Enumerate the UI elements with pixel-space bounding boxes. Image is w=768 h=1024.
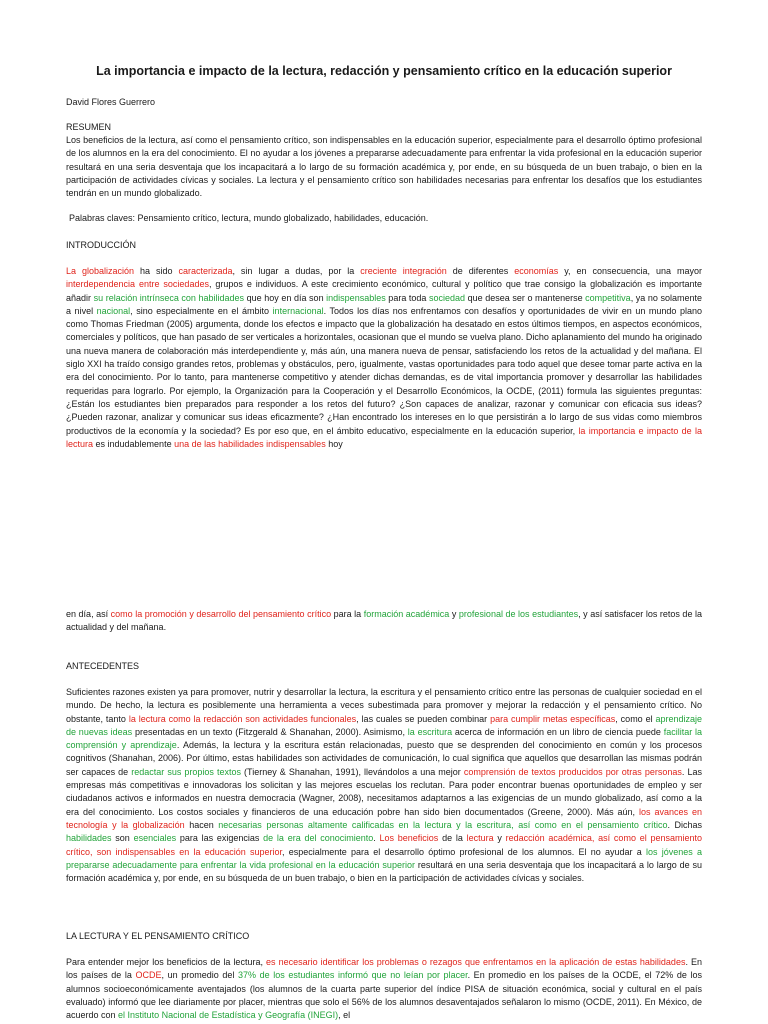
body-text: , como el — [615, 713, 656, 724]
highlight-red: La globalización — [66, 266, 135, 276]
body-text: para toda — [385, 292, 430, 303]
body-text: , especialmente para el desarrollo óptimo profesional de los alumnos. El no ayudar a — [282, 846, 646, 857]
highlight-red: es necesario identificar los problemas o rezagos que enfrentamos en la aplicación de estas habilidades — [266, 957, 686, 967]
highlight-red: como la promoción y desarrollo del pensamiento crítico — [110, 609, 332, 619]
resumen-paragraph: Los beneficios de la lectura, así como el pensamiento crítico, son indispensables en la educación superior, especialmente para el desarrollo óptimo profesional de los alumnos en la era del conocimiento. El no ayudar a los jóvenes a prepararse adecuadamente para enfrentar la vida profesional en la educación superior resultará en una seria desventaja que los incapacitará a lo largo de su formación académica y, por ende, en su búsqueda de un buen trabajo, o bien en la participación de actividades cívicas y sociales. La lectura y el pensamiento crítico son habilidades necesarias para enfrentar los desafíos que los estudiantes tendrán en un mundo globalizado. — [66, 135, 702, 199]
highlight-green: necesarias personas altamente calificadas en la lectura y la escritura, así como en el pensamiento crítico — [218, 819, 668, 830]
antecedentes-heading: ANTECEDENTES — [66, 661, 140, 671]
highlight-green: redactar sus propios textos — [131, 766, 241, 777]
introduccion-continuation — [66, 608, 702, 635]
body-text: en día, así — [66, 609, 111, 619]
highlight-green: su relación intrínseca con habilidades — [93, 292, 245, 303]
body-text: . En promedio en los países de la OCDE, el 72% de los alumnos socioeconómicamente aventajados (los alumnos de la cuarta parte superior del índice PISA de situación económica, social y cultural en el país evaluado) informó que lee diariamente por placer, mientras que solo el 56% de los alumnos desaventajados señalaron lo mismo (OCDE, 2011). En México, de acuerdo con — [66, 970, 702, 1021]
highlight-red: caracterizada — [178, 266, 233, 276]
antecedentes-paragraph — [66, 686, 702, 885]
body-text: para las exigencias — [176, 833, 264, 844]
body-text: y — [449, 609, 459, 619]
highlight-green: la escritura — [407, 726, 453, 737]
highlight-green: formación académica — [363, 609, 450, 619]
body-text: , ya no solamente a nivel — [66, 292, 703, 316]
body-text: que desea ser o mantenerse — [465, 292, 586, 303]
author-name: David Flores Guerrero — [66, 97, 156, 107]
body-text: . En los países de la — [66, 957, 703, 981]
highlight-red: la importancia e impacto de la lectura — [66, 425, 702, 449]
highlight-red: para cumplir metas específicas — [490, 713, 616, 724]
highlight-green: de la era del conocimiento — [263, 833, 374, 844]
highlight-green: indispensables — [326, 292, 386, 303]
body-text: , el — [338, 1010, 351, 1021]
body-text: hoy — [325, 438, 343, 449]
highlight-red: lectura — [466, 833, 494, 844]
body-text: de la — [438, 833, 467, 844]
highlight-green: internacional — [272, 305, 324, 316]
body-text: , las cuales se pueden combinar — [356, 713, 491, 724]
body-text: , sino especialmente en el ámbito — [130, 305, 273, 316]
highlight-green: nacional — [96, 305, 131, 316]
body-text: hacen — [184, 819, 219, 830]
highlight-red: la lectura como la redacción son actividades funcionales — [128, 713, 357, 724]
highlight-green: sociedad — [429, 292, 466, 303]
body-text: (Tierney & Shanahan, 1991), llevándolos a una mejor — [240, 766, 464, 777]
body-text: . — [373, 833, 380, 844]
highlight-green: el Instituto Nacional de Estadística y Geografía (INEGI) — [118, 1010, 339, 1021]
introduccion-heading: INTRODUCCIÓN — [66, 240, 136, 250]
highlight-green: competitiva — [585, 292, 631, 303]
highlight-red: interdependencia entre sociedades — [66, 279, 209, 290]
keywords-line: Palabras claves: Pensamiento crítico, lectura, mundo globalizado, habilidades, educación. — [69, 213, 429, 223]
highlight-red: economías — [514, 266, 559, 276]
body-text: , un promedio del — [161, 970, 238, 981]
highlight-green: profesional de los estudiantes — [458, 609, 579, 619]
body-text: Para entender mejor los beneficios de la lectura, — [66, 957, 267, 967]
body-text: presentadas en un texto (Fitzgerald & Shanahan, 2000). Asimismo, — [132, 726, 408, 737]
highlight-red: comprensión de textos producidos por otras personas — [463, 766, 682, 777]
body-text: . Dichas — [667, 819, 702, 830]
highlight-red: los avances en tecnología y la globalización — [66, 806, 702, 830]
lectura-heading: LA LECTURA Y EL PENSAMIENTO CRÍTICO — [66, 931, 250, 941]
body-text: . Además, la lectura y la escritura están relacionadas, puesto que se desprenden del conocimiento en común y los procesos cognitivos (Shanahan, 2006). Por último, estas habilidades son actividades de comunicación, lo cual significa que aquellos que desarrollan las mismas podrán ser capaces de — [66, 740, 702, 777]
body-text: , grupos e individuos. A este crecimiento económico, cultural y político que trae consigo la globalización es importante añadir — [66, 279, 702, 303]
body-text: que hoy en día son — [244, 292, 327, 303]
highlight-red: OCDE — [135, 970, 162, 981]
body-text: . Todos los días nos enfrentamos con desafíos y oportunidades de vivir en un mundo plano como Thomas Friedman (2005) argumenta, donde los efectos e impacto que la globalización ha desatado en estos últimos tiempos, en aspectos económicos, comerciales y políticos, que han pasado de ser verticales a horizontales, ocasionan que el mundo se vuelva plano. Dicho aplanamiento del mundo ha originado una nueva manera de colaboración más interdependiente y, más aún, una manera nueva de pensar, satisfaciendo los retos de la actualidad y del mañana. El siglo XXI ha traído consigo grandes retos, problemas y obstáculos, pero, igualmente, vastas oportunidades para todo aquel que desee tomar parte activa en la era del conocimiento. Por lo tanto, para mantenerse competitivo y atender dichas demandas, es de vital importancia promover y desarrollar las habilidades requeridas para lograrlo. Por ejemplo, la Organización para la Cooperación y el Desarrollo Económicos, la OCDE, (2011) formula las siguientes preguntas: ¿Están los estudiantes bien preparados para responder a los retos del futuro? ¿Son capaces de analizar, razonar y comunicar con eficacia sus ideas? ¿Pueden razonar, analizar y comunicar sus ideas eficazmente? ¿Han encontrado los intereses en lo que persistirán a lo largo de sus vidas como miembros productivos de la economía y la sociedad? Es por eso que, en el ámbito educativo, especialmente en la educación superior, — [66, 305, 702, 436]
body-text: resultará en una seria desventaja que los incapacitará a lo largo de su formación académica y, por ende, en su búsqueda de un buen trabajo, o bien en la participación de actividades cívicas y sociales. — [66, 859, 702, 884]
body-text: . Las empresas más competitivas e innovadoras los solicitan y las mejores escuelas los reclutan. Para poder encontrar buenas oportunidades de empleo y ser ciudadanos activos e informados en nuestra democracia (Wagner, 2008), necesitamos adaptarnos a las exigencias de un mundo globalizado, así como a la era del conocimiento. Los costos sociales y financieros de una educación pobre han sido bien documentados (Greene, 2000). Más aún, — [66, 766, 702, 817]
highlight-green: aprendizaje de nuevas ideas — [66, 713, 703, 737]
body-text: de diferentes — [446, 266, 515, 276]
highlight-green: habilidades — [66, 833, 112, 844]
body-text: para la — [331, 609, 364, 619]
highlight-green: facilitar la comprensión y aprendizaje — [66, 726, 702, 751]
highlight-green: los jóvenes a prepararse adecuadamente para enfrentar la vida profesional en la educación superior — [66, 846, 702, 870]
lectura-paragraph — [66, 956, 702, 1022]
body-text: , sin lugar a dudas, por la — [232, 266, 361, 276]
body-text: Suficientes razones existen ya para promover, nutrir y desarrollar la lectura, la escritura y el pensamiento crítico entre las personas de cualquier sociedad en el mundo. De hecho, la lectura es posiblemente una herramienta a veces subestimada para promover y mejorar la redacción y el pensamiento crítico. No obstante, tanto — [66, 687, 702, 724]
highlight-red: creciente integración — [360, 266, 447, 276]
highlight-green: esenciales — [133, 833, 177, 844]
body-text: acerca de información en un libro de ciencia puede — [452, 726, 664, 737]
body-text: es indudablemente — [93, 438, 175, 449]
body-text: son — [111, 833, 134, 844]
highlight-green: 37% de los estudiantes informó que no leían por placer — [237, 970, 468, 981]
highlight-red: redacción académica, así como el pensamiento crítico, son indispensables en la educación superior — [66, 833, 702, 857]
body-text: ha sido — [134, 266, 179, 276]
document-title: La importancia e impacto de la lectura, redacción y pensamiento crítico en la educación superior — [96, 64, 672, 78]
body-text: , y así satisfacer los retos de la actualidad y del mañana. — [66, 609, 702, 633]
highlight-red: Los beneficios — [379, 833, 439, 844]
body-text: y, en consecuencia, una mayor — [558, 266, 702, 276]
highlight-red: una de las habilidades indispensables — [174, 438, 326, 449]
resumen-heading: RESUMEN — [66, 122, 112, 132]
body-text: y — [493, 833, 506, 844]
introduccion-paragraph — [66, 265, 702, 451]
